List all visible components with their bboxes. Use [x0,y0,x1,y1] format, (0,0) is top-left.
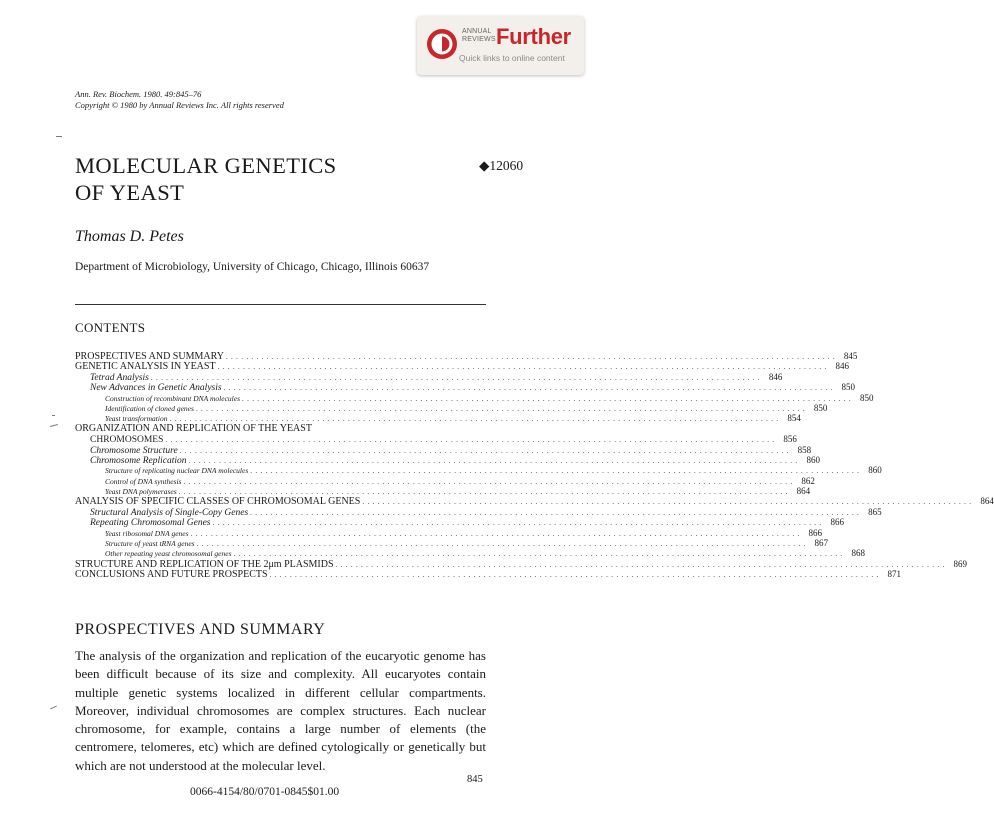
toc-entry-page: 860 [868,465,882,476]
toc-leader-dots: . . . . . . . . . . . . . . . . . . . . . . . . . . . . . . . . . . . . . . . . . . . . . . . . . . . . . . . . . . . . . . . . . . . . . . . . . . . . . . . . . . . . . . . . . . . . . . . . . . . . . . . . . . . . . . . . . . . . . . . . [150,373,761,382]
toc-entry-page: 869 [953,558,967,569]
page-number: 845 [467,774,483,785]
toc-entry-page: 846 [768,371,783,382]
toc-leader-dots: . . . . . . . . . . . . . . . . . . . . . . . . . . . . . . . . . . . . . . . . . . . . . . . . . . . . . . . . . . . . . . . . . . . . . . . . . . . . . . . . . . . . . . . . . . . . . . . . . . . . . . . . . . . . . . . . . . . . . . . . [195,404,806,413]
toc-entry [75,402,828,413]
toc-entry [75,465,882,476]
toc-entry [75,351,858,362]
toc-entry-title: Chromosome Structure [90,445,178,456]
toc-entry-page: 846 [835,361,850,372]
toc-entry [75,569,901,581]
toc-entry-title: CONCLUSIONS AND FUTURE PROSPECTS [75,569,268,581]
annual-reviews-logo-icon [427,29,457,59]
toc-leader-dots: . . . . . . . . . . . . . . . . . . . . . . . . . . . . . . . . . . . . . . . . . . . . . . . . . . . . . . . . . . . . . . . . . . . . . . . . . . . . . . . . . . . . . . . . . . . . . . . . . . . . . . . . . . . . . . . . . . . . . . . . [217,363,828,372]
toc-entry-title: New Advances in Genetic Analysis [90,383,222,394]
toc-entry-page: 858 [797,444,812,455]
toc-entry-page: 860 [806,454,820,465]
title-line2: OF YEAST [75,180,185,205]
body-paragraph: The analysis of the organization and replication of the eucaryotic genome has been difficult because of its size and complexity. All eucaryotes contain multiple genetic systems localized in different cellular compartments. Moreover, individual chromosomes are complex structures. Each nuclear chromosome, for example, contains a large number of elements (the centromere, telomeres, etc) which are defined cytologically or genetically but which are not understood at the molecular level. [75,648,486,773]
toc-entry-page: 864 [796,486,811,497]
toc-entry-title: GENETIC ANALYSIS IN YEAST [75,361,216,373]
article-code: ◆12060 [479,158,524,173]
toc-entry-page: 868 [851,548,865,559]
toc-leader-dots: . . . . . . . . . . . . . . . . . . . . . . . . . . . . . . . . . . . . . . . . . . . . . . . . . . . . . . . . . . . . . . . . . . . . . . . . . . . . . . . . . . . . . . . . . . . . . . . . . . . . . . . . . . . . . . . . . . . . . . . . [225,353,836,361]
toc-entry [75,392,874,403]
toc-entry-title: Construction of recombinant DNA molecules [105,393,240,403]
toc-entry-page: 871 [887,569,901,580]
toc-entry [75,434,797,446]
toc-entry-page: 866 [830,517,844,528]
toc-entry-title: Yeast ribosomal DNA genes [105,528,189,538]
toc-entry-title: PROSPECTIVES AND SUMMARY [75,351,224,362]
toc-entry [75,475,815,486]
margin-mark [50,706,57,710]
toc-entry-title: Identification of cloned genes [105,403,194,413]
toc-entry-page: 866 [808,527,823,538]
badge-brand-line2: REVIEWS [462,36,496,43]
toc-entry-title: Repeating Chromosomal Genes [90,518,211,529]
toc-entry [75,444,812,456]
toc-entry-title: Chromosome Replication [90,455,187,466]
toc-entry-page: 862 [801,475,815,486]
toc-leader-dots: . . . . . . . . . . . . . . . . . . . . . . . . . . . . . . . . . . . . . . . . . . . . . . . . . . . . . . . . . . . . . . . . . . . . . . . . . . . . . . . . . . . . . . . . . . . . . . . . . . . . . . . . . . . . . . . . . . . . . . . . [196,540,807,549]
table-of-contents [75,351,994,581]
toc-entry-title: Structure of yeast tRNA genes [105,539,195,549]
toc-entry [75,424,486,434]
toc-leader-dots: . . . . . . . . . . . . . . . . . . . . . . . . . . . . . . . . . . . . . . . . . . . . . . . . . . . . . . . . . . . . . . . . . . . . . . . . . . . . . . . . . . . . . . . . . . . . . . . . . . . . . . . . . . . . . . . . . . . . . . . . [250,467,860,476]
copyright-line: Copyright © 1980 by Annual Reviews Inc. All rights reserved [75,100,284,110]
divider [75,304,486,305]
toc-entry-title: ANALYSIS OF SPECIFIC CLASSES OF CHROMOSOMAL GENES [75,496,361,508]
toc-entry [75,486,811,497]
toc-leader-dots: . . . . . . . . . . . . . . . . . . . . . . . . . . . . . . . . . . . . . . . . . . . . . . . . . . . . . . . . . . . . . . . . . . . . . . . . . . . . . . . . . . . . . . . . . . . . . . . . . . . . . . . . . . . . . . . . . . . . . . . . [250,508,860,517]
toc-entry-page: 865 [868,506,882,517]
toc-leader-dots: . . . . . . . . . . . . . . . . . . . . . . . . . . . . . . . . . . . . . . . . . . . . . . . . . . . . . . . . . . . . . . . . . . . . . . . . . . . . . . . . . . . . . . . . . . . . . . . . . . . . . . . . . . . . . . . . . . . . . . . . [233,550,843,559]
toc-leader-dots: . . . . . . . . . . . . . . . . . . . . . . . . . . . . . . . . . . . . . . . . . . . . . . . . . . . . . . . . . . . . . . . . . . . . . . . . . . . . . . . . . . . . . . . . . . . . . . . . . . . . . . . . . . . . . . . . . . . . . . . . [223,384,834,393]
author-affiliation: Department of Microbiology, University of Chicago, Chicago, Illinois 60637 [75,261,430,273]
toc-leader-dots: . . . . . . . . . . . . . . . . . . . . . . . . . . . . . . . . . . . . . . . . . . . . . . . . . . . . . . . . . . . . . . . . . . . . . . . . . . . . . . . . . . . . . . . . . . . . . . . . . . . . . . . . . . . . . . . . . . . . . . . . [190,529,801,538]
toc-entry [75,382,856,394]
toc-entry-page: 864 [980,496,994,507]
toc-entry [75,558,967,570]
toc-entry-page: 854 [787,413,801,424]
toc-leader-dots: . . . . . . . . . . . . . . . . . . . . . . . . . . . . . . . . . . . . . . . . . . . . . . . . . . . . . . . . . . . . . . . . . . . . . . . . . . . . . . . . . . . . . . . . . . . . . . . . . . . . . . . . . . . . . . . . . . . . . . . . [183,477,793,486]
badge-brand [462,28,496,44]
contents-heading: CONTENTS [75,320,146,335]
toc-leader-dots: . . . . . . . . . . . . . . . . . . . . . . . . . . . . . . . . . . . . . . . . . . . . . . . . . . . . . . . . . . . . . . . . . . . . . . . . . . . . . . . . . . . . . . . . . . . . . . . . . . . . . . . . . . . . . . . . . . . . . . . . [178,488,789,497]
toc-entry [75,361,850,373]
toc-entry-title: STRUCTURE AND REPLICATION OF THE 2μm PLASMIDS [75,558,334,570]
toc-leader-dots: . . . . . . . . . . . . . . . . . . . . . . . . . . . . . . . . . . . . . . . . . . . . . . . . . . . . . . . . . . . . . . . . . . . . . . . . . . . . . . . . . . . . . . . . . . . . . . . . . . . . . . . . . . . . . . . . . . . . . . . . [335,560,945,569]
toc-entry [75,371,783,383]
margin-mark [56,136,62,137]
toc-entry-page: 850 [859,392,874,403]
toc-leader-dots: . . . . . . . . . . . . . . . . . . . . . . . . . . . . . . . . . . . . . . . . . . . . . . . . . . . . . . . . . . . . . . . . . . . . . . . . . . . . . . . . . . . . . . . . . . . . . . . . . . . . . . . . . . . . . . . . . . . . . . . . [165,436,775,445]
toc-entry-title: ORGANIZATION AND REPLICATION OF THE YEAST [75,422,312,434]
toc-leader-dots: . . . . . . . . . . . . . . . . . . . . . . . . . . . . . . . . . . . . . . . . . . . . . . . . . . . . . . . . . . . . . . . . . . . . . . . . . . . . . . . . . . . . . . . . . . . . . . . . . . . . . . . . . . . . . . . . . . . . . . . . [169,415,779,424]
toc-entry-page: 850 [841,382,856,393]
title-line1: MOLECULAR GENETICS [75,153,337,178]
annual-reviews-further-badge[interactable] [417,16,584,75]
badge-further-label: Further [496,24,571,49]
author-name: Thomas D. Petes [75,228,184,245]
toc-entry-title: Yeast DNA polymerases [105,487,177,497]
toc-leader-dots: . . . . . . . . . . . . . . . . . . . . . . . . . . . . . . . . . . . . . . . . . . . . . . . . . . . . . . . . . . . . . . . . . . . . . . . . . . . . . . . . . . . . . . . . . . . . . . . . . . . . . . . . . . . . . . . . . . . . . . . . [179,446,790,455]
toc-entry-page: 856 [783,434,797,445]
margin-mark [50,424,58,427]
toc-entry [75,454,820,466]
toc-entry [75,527,823,538]
toc-entry [75,496,994,508]
toc-entry-page: 845 [843,351,858,361]
toc-entry-page: 850 [813,402,828,413]
toc-leader-dots: . . . . . . . . . . . . . . . . . . . . . . . . . . . . . . . . . . . . . . . . . . . . . . . . . . . . . . . . . . . . . . . . . . . . . . . . . . . . . . . . . . . . . . . . . . . . . . . . . . . . . . . . . . . . . . . . . . . . . . . . [188,456,798,465]
toc-entry [75,548,865,559]
toc-entry [75,506,882,518]
toc-entry-title: Yeast transformation [105,414,168,424]
toc-entry [75,517,844,529]
toc-leader-dots: . . . . . . . . . . . . . . . . . . . . . . . . . . . . . . . . . . . . . . . . . . . . . . . . . . . . . . . . . . . . . . . . . . . . . . . . . . . . . . . . . . . . . . . . . . . . . . . . . . . . . . . . . . . . . . . . . . . . . . . . [269,571,879,580]
toc-leader-dots: . . . . . . . . . . . . . . . . . . . . . . . . . . . . . . . . . . . . . . . . . . . . . . . . . . . . . . . . . . . . . . . . . . . . . . . . . . . . . . . . . . . . . . . . . . . . . . . . . . . . . . . . . . . . . . . . . . . . . . . . [362,498,972,507]
toc-entry [75,538,829,549]
toc-leader-dots: . . . . . . . . . . . . . . . . . . . . . . . . . . . . . . . . . . . . . . . . . . . . . . . . . . . . . . . . . . . . . . . . . . . . . . . . . . . . . . . . . . . . . . . . . . . . . . . . . . . . . . . . . . . . . . . . . . . . . . . . [242,394,852,403]
article-title [75,152,337,206]
section-heading: PROSPECTIVES AND SUMMARY [75,621,326,638]
toc-entry-title: Control of DNA synthesis [105,476,182,486]
toc-entry-title: Other repeating yeast chromosomal genes [105,549,232,559]
toc-entry-title: Structural Analysis of Single-Copy Genes [90,507,249,518]
toc-entry-title: Tetrad Analysis [90,372,149,383]
margin-mark [52,415,55,416]
citation-line: Ann. Rev. Biochem. 1980. 49:845–76 [75,89,202,99]
toc-entry-title: CHROMOSOMES [90,435,164,446]
doi-line: 0066-4154/80/0701-0845$01.00 [190,786,340,798]
toc-entry-page: 867 [814,538,829,549]
toc-leader-dots: . . . . . . . . . . . . . . . . . . . . . . . . . . . . . . . . . . . . . . . . . . . . . . . . . . . . . . . . . . . . . . . . . . . . . . . . . . . . . . . . . . . . . . . . . . . . . . . . . . . . . . . . . . . . . . . . . . . . . . . . [212,519,822,528]
toc-entry-title: Structure of replicating nuclear DNA molecules [105,466,249,476]
badge-tagline: Quick links to online content [459,53,565,63]
badge-brand-line1: ANNUAL [462,28,492,35]
